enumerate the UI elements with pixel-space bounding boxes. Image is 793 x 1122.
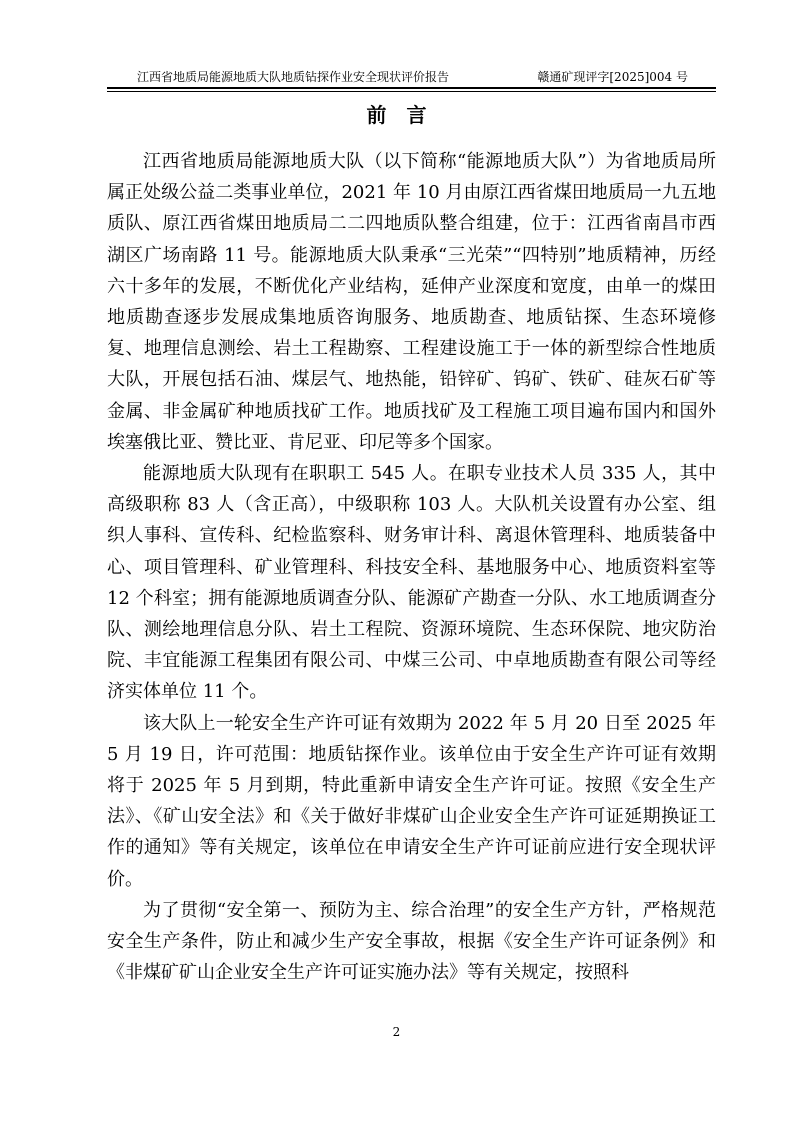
paragraph-policy: 为了贯彻“安全第一、预防为主、综合治理”的安全生产方针，严格规范安全生产条件，防止和减少生产安全事故，根据《安全生产许可证条例》和《非煤矿矿山企业安全生产许可证实施办法》等有关规定，按照科 (107, 899, 716, 984)
header-document-number: 赣通矿现评字[2025]004 号 (537, 70, 688, 84)
paragraph-staff: 能源地质大队现有在职职工 545 人。在职专业技术人员 335 人，其中高级职称 83 人（含正高），中级职称 103 人。大队机关设置有办公室、组织人事科、宣传科、纪检监察科、财务审计科、离退休管理科、地质装备中心、项目管理科、矿业管理科、科技安全科、基地服务中心、地质资料室等 12 个科室；拥有能源地质调查分队、能源矿产勘查一分队、水工地质调查分队、测绘地理信息分队、岩土工程院、资源环境院、生态环保院、地灾防治院、丰宜能源工程集团有限公司、中煤三公司、中卓地质勘查有限公司等经济实体单位 11 个。 (107, 463, 716, 703)
paragraph-intro: 江西省地质局能源地质大队（以下简称“能源地质大队”）为省地质局所属正处级公益二类事业单位，2021 年 10 月由原江西省煤田地质局一九五地质队、原江西省煤田地质局二二四地质队整合组建，位于：江西省南昌市西湖区广场南路 11 号。能源地质大队秉承“三光荣”“四特别”地质精神，历经六十多年的发展，不断优化产业结构，延伸产业深度和宽度，由单一的煤田地质勘查逐步发展成集地质咨询服务、地质勘查、地质钻探、生态环境修复、地理信息测绘、岩土工程勘察、工程建设施工于一体的新型综合性地质大队，开展包括石油、煤层气、地热能，铅锌矿、钨矿、铁矿、硅灰石矿等金属、非金属矿种地质找矿工作。地质找矿及工程施工项目遍布国内和国外埃塞俄比亚、赞比亚、肯尼亚、印尼等多个国家。 (107, 151, 716, 453)
header-rule-thick (107, 87, 716, 89)
page-title: 前言 (366, 103, 447, 127)
page-header (107, 66, 716, 88)
header-report-title: 江西省地质局能源地质大队地质钻探作业安全现状评价报告 (137, 70, 450, 84)
paragraph-license: 该大队上一轮安全生产许可证有效期为 2022 年 5 月 20 日至 2025 年 5 月 19 日，许可范围：地质钻探作业。该单位由于安全生产许可证有效期将于 2025 年 5 月到期，特此重新申请安全生产许可证。按照《安全生产法》、《矿山安全法》和《关于做好非煤矿山企业安全生产许可证延期换证工作的通知》等有关规定，该单位在申请安全生产许可证前应进行安全现状评价。 (107, 712, 716, 890)
document-body (107, 146, 716, 988)
header-rule-thin (107, 91, 716, 92)
page-number: 2 (392, 1025, 401, 1039)
